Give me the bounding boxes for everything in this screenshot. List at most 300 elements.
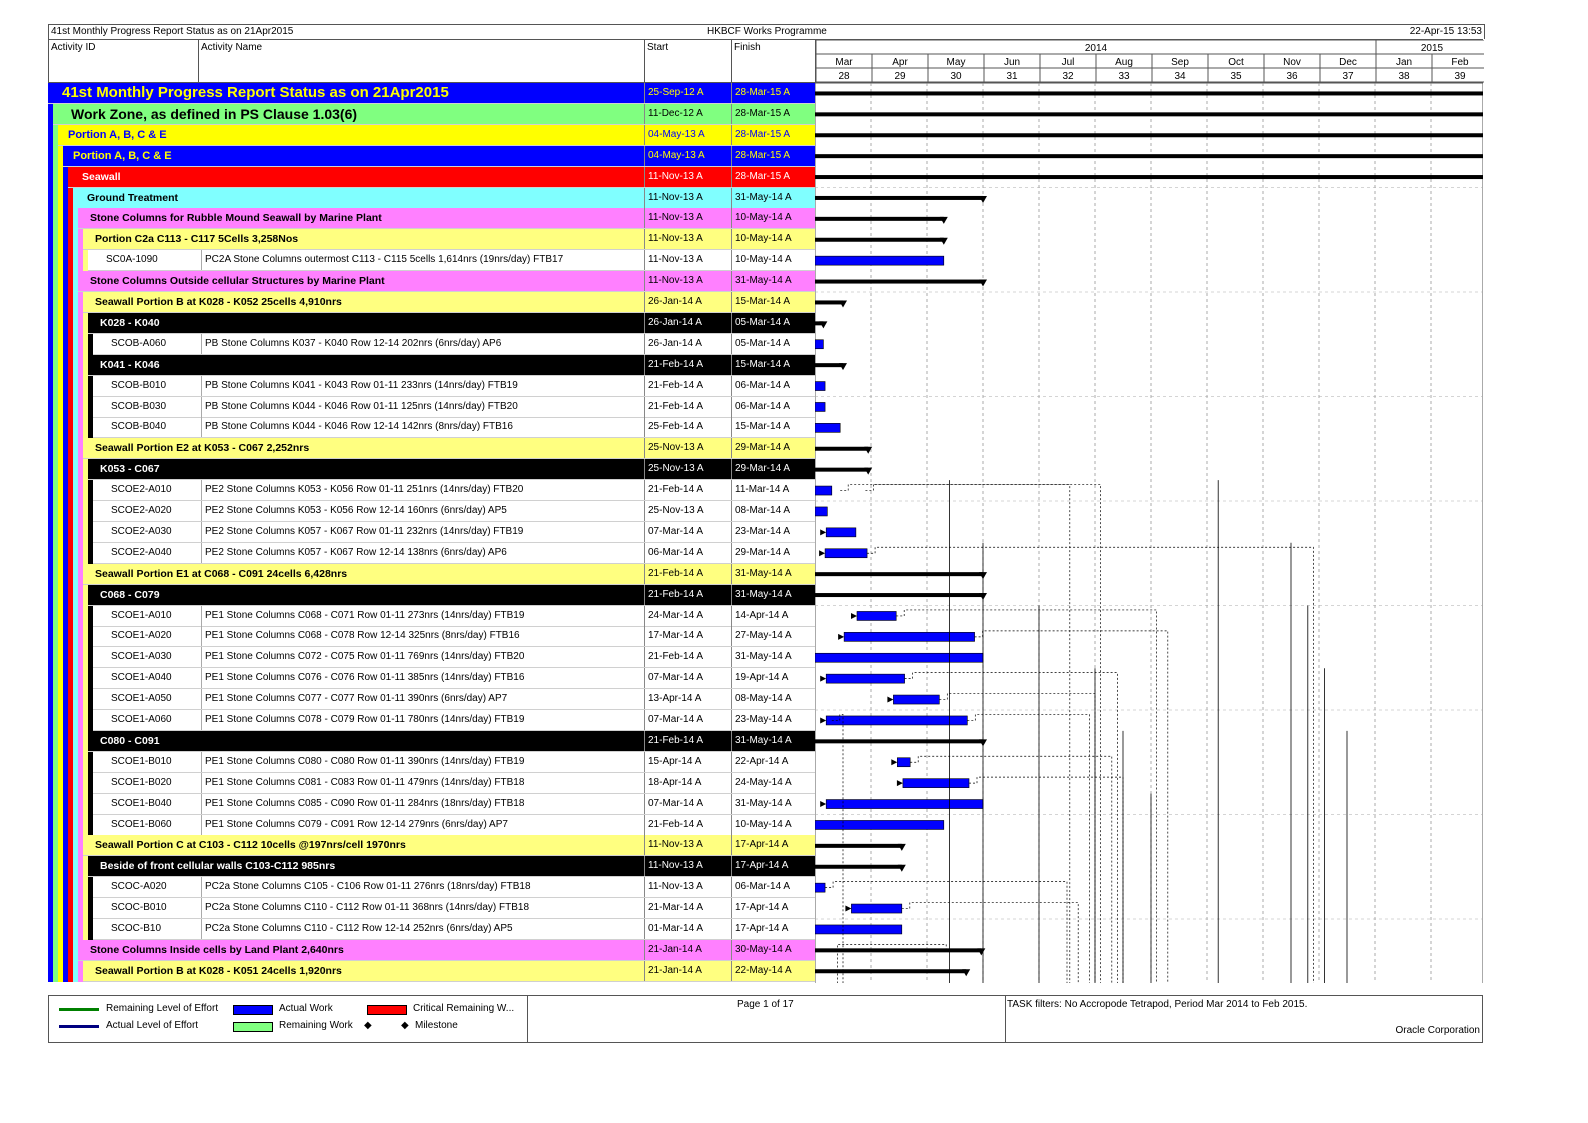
summary-bar bbox=[815, 948, 981, 952]
start-date: 04-May-13 A bbox=[644, 125, 730, 145]
activity-name: PC2a Stone Columns C110 - C112 Row 12-14 252nrs (6nrs/day) AP5 bbox=[201, 919, 513, 939]
indent-stripe bbox=[88, 689, 93, 710]
group-band bbox=[88, 459, 644, 479]
finish-date: 06-Mar-14 A bbox=[731, 877, 815, 897]
group-name: Portion C2a C113 - C117 5Cells 3,258Nos bbox=[95, 233, 299, 245]
print-timestamp: 22-Apr-15 13:53 bbox=[1409, 26, 1482, 37]
summary-bar bbox=[815, 865, 902, 869]
activity-row[interactable] bbox=[48, 689, 815, 710]
finish-date: 23-May-14 A bbox=[731, 710, 815, 730]
indent-stripe bbox=[88, 543, 93, 564]
group-row[interactable] bbox=[48, 104, 815, 125]
group-row[interactable] bbox=[48, 731, 815, 752]
activity-row[interactable] bbox=[48, 773, 815, 794]
actual-work-bar bbox=[851, 904, 901, 913]
indent-stripe bbox=[88, 626, 93, 647]
indent-stripe bbox=[88, 334, 93, 355]
group-row[interactable] bbox=[48, 188, 815, 209]
actual-work-bar bbox=[826, 674, 904, 683]
activity-id: SCOE1-A060 bbox=[111, 714, 172, 725]
activity-id: SCOB-B030 bbox=[111, 401, 167, 412]
legend-label: Remaining Work bbox=[279, 1020, 353, 1031]
group-row[interactable] bbox=[48, 856, 815, 877]
activity-id: SCOE1-B040 bbox=[111, 798, 172, 809]
actual-work-bar bbox=[826, 528, 856, 537]
activity-name: PB Stone Columns K041 - K043 Row 01-11 233nrs (14nrs/day) FTB19 bbox=[201, 376, 518, 396]
finish-date: 28-Mar-15 A bbox=[731, 167, 815, 187]
indent-stripe bbox=[88, 606, 93, 627]
finish-date: 17-Apr-14 A bbox=[731, 898, 815, 918]
group-name: Seawall Portion B at K028 - K052 25cells 4,910nrs bbox=[95, 296, 342, 308]
finish-date: 10-May-14 A bbox=[731, 250, 815, 270]
week-label: 35 bbox=[1230, 71, 1242, 82]
week-label: 38 bbox=[1398, 71, 1410, 82]
finish-date: 31-May-14 A bbox=[731, 794, 815, 814]
activity-row[interactable] bbox=[48, 480, 815, 501]
col-finish[interactable]: Finish bbox=[732, 40, 816, 82]
activity-name: PB Stone Columns K037 - K040 Row 12-14 202nrs (6nrs/day) AP6 bbox=[201, 334, 501, 354]
activity-id: SCOE1-B010 bbox=[111, 756, 172, 767]
finish-date: 10-May-14 A bbox=[731, 815, 815, 835]
group-row[interactable] bbox=[48, 208, 815, 229]
indent-stripe bbox=[88, 919, 93, 940]
start-date: 21-Feb-14 A bbox=[644, 731, 730, 751]
indent-stripe bbox=[88, 898, 93, 919]
actual-work-bar bbox=[815, 653, 983, 662]
finish-date: 30-May-14 A bbox=[731, 940, 815, 960]
finish-date: 28-Mar-15 A bbox=[731, 104, 815, 124]
start-date: 25-Nov-13 A bbox=[644, 438, 730, 458]
actual-work-bar bbox=[815, 883, 825, 892]
finish-date: 31-May-14 A bbox=[731, 647, 815, 667]
group-band bbox=[88, 585, 644, 605]
group-name: Work Zone, as defined in PS Clause 1.03(6) bbox=[71, 106, 358, 122]
activity-name: PE1 Stone Columns C072 - C075 Row 01-11 769nrs (14nrs/day) FTB20 bbox=[201, 647, 524, 667]
start-date: 25-Nov-13 A bbox=[644, 501, 730, 521]
activity-id: SCOE2-A010 bbox=[111, 484, 172, 495]
activity-name: PE1 Stone Columns C068 - C071 Row 01-11 273nrs (14nrs/day) FTB19 bbox=[201, 606, 524, 626]
page-number: Page 1 of 17 bbox=[737, 999, 794, 1010]
finish-date: 05-Mar-14 A bbox=[731, 313, 815, 333]
year-label: 2015 bbox=[1420, 43, 1444, 54]
group-row[interactable] bbox=[48, 271, 815, 292]
indent-stripe bbox=[88, 522, 93, 543]
finish-date: 28-Mar-15 A bbox=[731, 146, 815, 166]
year-label: 2014 bbox=[1084, 43, 1108, 54]
activity-row[interactable] bbox=[48, 250, 815, 271]
legend-panel bbox=[48, 995, 1483, 1043]
activity-id: SCOB-B040 bbox=[111, 421, 167, 432]
indent-stripe bbox=[88, 397, 93, 418]
week-label: 33 bbox=[1118, 71, 1130, 82]
actual-work-bar bbox=[825, 549, 867, 558]
group-row[interactable] bbox=[48, 961, 815, 982]
indent-stripe bbox=[88, 501, 93, 522]
summary-bar bbox=[815, 238, 944, 242]
week-label: 30 bbox=[950, 71, 962, 82]
activity-table bbox=[48, 83, 815, 983]
task-filters: TASK filters: No Accropode Tetrapod, Period Mar 2014 to Feb 2015. bbox=[1007, 999, 1308, 1010]
finish-date: 29-Mar-14 A bbox=[731, 459, 815, 479]
week-label: 31 bbox=[1006, 71, 1018, 82]
activity-name: PE1 Stone Columns C085 - C090 Row 01-11 284nrs (18nrs/day) FTB18 bbox=[201, 794, 524, 814]
month-label: Mar bbox=[835, 57, 853, 68]
start-date: 21-Feb-14 A bbox=[644, 564, 730, 584]
group-band bbox=[88, 731, 644, 751]
week-label: 28 bbox=[838, 71, 850, 82]
legend-divider bbox=[1005, 996, 1006, 1042]
finish-date: 29-Mar-14 A bbox=[731, 543, 815, 563]
activity-name: PE2 Stone Columns K053 - K056 Row 01-11 251nrs (14nrs/day) FTB20 bbox=[201, 480, 523, 500]
activity-row[interactable] bbox=[48, 334, 815, 355]
gantt-chart bbox=[815, 83, 1483, 983]
group-row[interactable] bbox=[48, 125, 815, 146]
start-date: 26-Jan-14 A bbox=[644, 292, 730, 312]
month-label: Feb bbox=[1451, 57, 1469, 68]
start-date: 06-Mar-14 A bbox=[644, 543, 730, 563]
summary-bar bbox=[815, 112, 1483, 116]
actual-work-bar bbox=[815, 507, 827, 516]
activity-name: PE1 Stone Columns C080 - C080 Row 01-11 390nrs (14nrs/day) FTB19 bbox=[201, 752, 524, 772]
finish-date: 31-May-14 A bbox=[731, 188, 815, 208]
week-label: 36 bbox=[1286, 71, 1298, 82]
start-date: 11-Nov-13 A bbox=[644, 271, 730, 291]
finish-date: 06-Mar-14 A bbox=[731, 397, 815, 417]
week-label: 32 bbox=[1062, 71, 1074, 82]
summary-bar bbox=[815, 468, 868, 472]
group-row[interactable] bbox=[48, 313, 815, 334]
start-date: 25-Feb-14 A bbox=[644, 417, 730, 437]
group-name: Stone Columns Inside cells by Land Plant 2,640nrs bbox=[90, 944, 344, 956]
finish-date: 08-Mar-14 A bbox=[731, 501, 815, 521]
month-label: Dec bbox=[1339, 57, 1357, 68]
summary-bar bbox=[815, 572, 983, 576]
summary-bar bbox=[815, 196, 983, 200]
activity-id: SCOE1-B060 bbox=[111, 819, 172, 830]
indent-stripe bbox=[83, 250, 88, 271]
finish-date: 06-Mar-14 A bbox=[731, 376, 815, 396]
month-label: Oct bbox=[1228, 57, 1244, 68]
group-row[interactable] bbox=[48, 940, 815, 961]
start-date: 21-Feb-14 A bbox=[644, 480, 730, 500]
activity-row[interactable] bbox=[48, 752, 815, 773]
month-label: Jul bbox=[1061, 57, 1075, 68]
finish-date: 29-Mar-14 A bbox=[731, 438, 815, 458]
group-name: Portion A, B, C & E bbox=[68, 129, 167, 141]
start-date: 21-Jan-14 A bbox=[644, 961, 730, 981]
group-row[interactable] bbox=[48, 835, 815, 856]
milestone-icon: ◆ bbox=[401, 1020, 409, 1031]
actual-work-bar bbox=[815, 423, 840, 432]
start-date: 11-Nov-13 A bbox=[644, 250, 730, 270]
finish-date: 28-Mar-15 A bbox=[731, 83, 815, 103]
group-name: Seawall Portion B at K028 - K051 24cells 1,920nrs bbox=[95, 965, 342, 977]
group-row[interactable] bbox=[48, 146, 815, 167]
start-date: 11-Nov-13 A bbox=[644, 167, 730, 187]
finish-date: 10-May-14 A bbox=[731, 208, 815, 228]
indent-stripe bbox=[88, 773, 93, 794]
month-label: Sep bbox=[1171, 57, 1189, 68]
start-date: 07-Mar-14 A bbox=[644, 668, 730, 688]
activity-name: PE1 Stone Columns C068 - C078 Row 12-14 325nrs (8nrs/day) FTB16 bbox=[201, 626, 520, 646]
start-date: 17-Mar-14 A bbox=[644, 626, 730, 646]
start-date: 07-Mar-14 A bbox=[644, 710, 730, 730]
finish-date: 15-Mar-14 A bbox=[731, 417, 815, 437]
activity-name: PC2a Stone Columns C105 - C106 Row 01-11 276nrs (18nrs/day) FTB18 bbox=[201, 877, 531, 897]
finish-date: 17-Apr-14 A bbox=[731, 856, 815, 876]
group-row[interactable] bbox=[48, 438, 815, 459]
start-date: 24-Mar-14 A bbox=[644, 606, 730, 626]
group-name: Stone Columns Outside cellular Structures by Marine Plant bbox=[90, 275, 385, 287]
summary-bar bbox=[815, 91, 1483, 95]
activity-row[interactable] bbox=[48, 397, 815, 418]
actual-work-bar bbox=[826, 800, 983, 809]
group-row[interactable] bbox=[48, 83, 815, 104]
group-row[interactable] bbox=[48, 355, 815, 376]
start-date: 18-Apr-14 A bbox=[644, 773, 730, 793]
start-date: 25-Sep-12 A bbox=[644, 83, 730, 103]
start-date: 21-Feb-14 A bbox=[644, 585, 730, 605]
column-header bbox=[48, 39, 1483, 83]
legend-swatch-actual-work bbox=[233, 1005, 273, 1015]
group-row[interactable] bbox=[48, 167, 815, 188]
activity-row[interactable] bbox=[48, 522, 815, 543]
group-name: C080 - C091 bbox=[100, 735, 160, 747]
start-date: 26-Jan-14 A bbox=[644, 334, 730, 354]
group-name: Seawall bbox=[82, 171, 121, 183]
indent-stripe bbox=[88, 480, 93, 501]
summary-bar bbox=[815, 175, 1483, 179]
activity-name: PC2a Stone Columns C110 - C112 Row 01-11 368nrs (14nrs/day) FTB18 bbox=[201, 898, 529, 918]
group-name: 41st Monthly Progress Report Status as on 21Apr2015 bbox=[62, 84, 449, 101]
indent-stripe bbox=[88, 794, 93, 815]
actual-work-bar bbox=[815, 340, 823, 349]
month-label: May bbox=[946, 57, 966, 68]
legend-label: Remaining Level of Effort bbox=[106, 1003, 219, 1014]
col-activity-id[interactable]: Activity ID bbox=[49, 40, 199, 82]
activity-id: SCOC-B10 bbox=[111, 923, 162, 934]
activity-id: SCOB-A060 bbox=[111, 338, 167, 349]
activity-row[interactable] bbox=[48, 376, 815, 397]
activity-name: PE1 Stone Columns C076 - C076 Row 01-11 385nrs (14nrs/day) FTB16 bbox=[201, 668, 524, 688]
legend-swatch-remaining-loe bbox=[59, 1008, 99, 1011]
legend-swatch-actual-loe bbox=[59, 1025, 99, 1028]
month-label: Jun bbox=[1003, 57, 1021, 68]
group-name: Seawall Portion C at C103 - C112 10cells @197nrs/cell 1970nrs bbox=[95, 839, 406, 851]
start-date: 01-Mar-14 A bbox=[644, 919, 730, 939]
group-name: Seawall Portion E2 at K053 - C067 2,252nrs bbox=[95, 442, 310, 454]
legend-label: Critical Remaining W... bbox=[413, 1003, 515, 1014]
activity-name: PE1 Stone Columns C077 - C077 Row 01-11 390nrs (6nrs/day) AP7 bbox=[201, 689, 507, 709]
finish-date: 24-May-14 A bbox=[731, 773, 815, 793]
legend-label: Actual Work bbox=[279, 1003, 333, 1014]
summary-bar bbox=[815, 447, 868, 451]
group-band bbox=[68, 167, 644, 187]
indent-stripe bbox=[88, 877, 93, 898]
actual-work-bar bbox=[815, 820, 944, 829]
group-row[interactable] bbox=[48, 564, 815, 585]
start-date: 11-Nov-13 A bbox=[644, 229, 730, 249]
finish-date: 31-May-14 A bbox=[731, 564, 815, 584]
activity-id: SCOC-A020 bbox=[111, 881, 167, 892]
finish-date: 27-May-14 A bbox=[731, 626, 815, 646]
indent-stripe bbox=[88, 647, 93, 668]
actual-work-bar bbox=[893, 695, 939, 704]
summary-bar bbox=[815, 300, 843, 304]
activity-row[interactable] bbox=[48, 647, 815, 668]
actual-work-bar bbox=[857, 611, 896, 620]
finish-date: 19-Apr-14 A bbox=[731, 668, 815, 688]
activity-name: PC2A Stone Columns outermost C113 - C115 5cells 1,614nrs (19nrs/day) FTB17 bbox=[201, 250, 563, 270]
report-top-bar bbox=[48, 24, 1485, 39]
programme-name: HKBCF Works Programme bbox=[707, 26, 827, 37]
indent-stripe bbox=[88, 376, 93, 397]
start-date: 11-Nov-13 A bbox=[644, 835, 730, 855]
legend-divider bbox=[527, 996, 528, 1042]
finish-date: 31-May-14 A bbox=[731, 271, 815, 291]
month-label: Jan bbox=[1395, 57, 1413, 68]
activity-row[interactable] bbox=[48, 668, 815, 689]
legend-swatch-critical bbox=[367, 1005, 407, 1015]
start-date: 21-Feb-14 A bbox=[644, 355, 730, 375]
activity-id: SCOE1-A010 bbox=[111, 610, 172, 621]
week-label: 39 bbox=[1454, 71, 1466, 82]
week-label: 37 bbox=[1342, 71, 1354, 82]
group-name: K053 - C067 bbox=[100, 463, 160, 475]
activity-name: PB Stone Columns K044 - K046 Row 01-11 125nrs (14nrs/day) FTB20 bbox=[201, 397, 518, 417]
activity-row[interactable] bbox=[48, 501, 815, 522]
activity-row[interactable] bbox=[48, 606, 815, 627]
start-date: 25-Nov-13 A bbox=[644, 459, 730, 479]
activity-id: SCOE1-A040 bbox=[111, 672, 172, 683]
actual-work-bar bbox=[815, 382, 825, 391]
actual-work-bar bbox=[826, 716, 967, 725]
activity-row[interactable] bbox=[48, 877, 815, 898]
activity-name: PE2 Stone Columns K053 - K056 Row 12-14 160nrs (6nrs/day) AP5 bbox=[201, 501, 507, 521]
group-name: Seawall Portion E1 at C068 - C091 24cells 6,428nrs bbox=[95, 568, 348, 580]
activity-id: SCOE1-A030 bbox=[111, 651, 172, 662]
finish-date: 17-Apr-14 A bbox=[731, 835, 815, 855]
activity-row[interactable] bbox=[48, 626, 815, 647]
start-date: 07-Mar-14 A bbox=[644, 794, 730, 814]
group-row[interactable] bbox=[48, 229, 815, 250]
finish-date: 15-Mar-14 A bbox=[731, 292, 815, 312]
activity-id: SCOE2-A030 bbox=[111, 526, 172, 537]
actual-work-bar bbox=[815, 402, 825, 411]
timeline-header bbox=[816, 40, 1484, 83]
activity-name: PB Stone Columns K044 - K046 Row 12-14 142nrs (8nrs/day) FTB16 bbox=[201, 417, 513, 437]
month-label: Aug bbox=[1115, 57, 1133, 68]
activity-row[interactable] bbox=[48, 898, 815, 919]
company-name: Oracle Corporation bbox=[1395, 1025, 1480, 1036]
group-band bbox=[88, 313, 644, 333]
group-name: Beside of front cellular walls C103-C112 985nrs bbox=[100, 860, 336, 872]
diamond-icon: ◆ bbox=[364, 1020, 372, 1031]
finish-date: 28-Mar-15 A bbox=[731, 125, 815, 145]
start-date: 07-Mar-14 A bbox=[644, 522, 730, 542]
legend-swatch-remaining-work bbox=[233, 1022, 273, 1032]
start-date: 21-Feb-14 A bbox=[644, 815, 730, 835]
activity-name: PE1 Stone Columns C081 - C083 Row 01-11 479nrs (14nrs/day) FTB18 bbox=[201, 773, 524, 793]
start-date: 13-Apr-14 A bbox=[644, 689, 730, 709]
activity-id: SCOE1-A050 bbox=[111, 693, 172, 704]
week-label: 29 bbox=[894, 71, 906, 82]
indent-stripe bbox=[88, 752, 93, 773]
activity-id: SCOE1-B020 bbox=[111, 777, 172, 788]
start-date: 21-Jan-14 A bbox=[644, 940, 730, 960]
start-date: 21-Feb-14 A bbox=[644, 376, 730, 396]
activity-row[interactable] bbox=[48, 417, 815, 438]
actual-work-bar bbox=[897, 758, 910, 767]
activity-row[interactable] bbox=[48, 815, 815, 836]
activity-row[interactable] bbox=[48, 919, 815, 940]
actual-work-bar bbox=[815, 486, 832, 495]
legend-label: Milestone bbox=[415, 1020, 458, 1031]
start-date: 21-Mar-14 A bbox=[644, 898, 730, 918]
start-date: 15-Apr-14 A bbox=[644, 752, 730, 772]
start-date: 11-Nov-13 A bbox=[644, 877, 730, 897]
group-row[interactable] bbox=[48, 292, 815, 313]
activity-id: SCOE1-A020 bbox=[111, 630, 172, 641]
start-date: 26-Jan-14 A bbox=[644, 313, 730, 333]
indent-stripe bbox=[88, 417, 93, 438]
col-activity-name[interactable]: Activity Name bbox=[199, 40, 645, 82]
summary-bar bbox=[815, 739, 983, 743]
month-label: Apr bbox=[892, 57, 908, 68]
activity-name: PE2 Stone Columns K057 - K067 Row 12-14 138nrs (6nrs/day) AP6 bbox=[201, 543, 507, 563]
indent-stripe bbox=[88, 710, 93, 731]
summary-bar bbox=[815, 280, 983, 284]
col-start[interactable]: Start bbox=[645, 40, 732, 82]
summary-bar bbox=[815, 154, 1483, 158]
activity-name: PE2 Stone Columns K057 - K067 Row 01-11 232nrs (14nrs/day) FTB19 bbox=[201, 522, 523, 542]
activity-row[interactable] bbox=[48, 543, 815, 564]
group-name: K041 - K046 bbox=[100, 359, 160, 371]
start-date: 21-Feb-14 A bbox=[644, 397, 730, 417]
activity-id: SCOE2-A040 bbox=[111, 547, 172, 558]
finish-date: 08-May-14 A bbox=[731, 689, 815, 709]
summary-bar bbox=[815, 844, 902, 848]
group-row[interactable] bbox=[48, 585, 815, 606]
start-date: 04-May-13 A bbox=[644, 146, 730, 166]
group-name: Portion A, B, C & E bbox=[73, 150, 172, 162]
group-row[interactable] bbox=[48, 459, 815, 480]
finish-date: 10-May-14 A bbox=[731, 229, 815, 249]
start-date: 21-Feb-14 A bbox=[644, 647, 730, 667]
activity-row[interactable] bbox=[48, 794, 815, 815]
finish-date: 11-Mar-14 A bbox=[731, 480, 815, 500]
summary-bar bbox=[815, 133, 1483, 137]
actual-work-bar bbox=[815, 256, 944, 265]
actual-work-bar bbox=[844, 632, 974, 641]
activity-row[interactable] bbox=[48, 710, 815, 731]
finish-date: 31-May-14 A bbox=[731, 585, 815, 605]
month-label: Nov bbox=[1283, 57, 1301, 68]
activity-name: PE1 Stone Columns C079 - C091 Row 12-14 279nrs (6nrs/day) AP7 bbox=[201, 815, 508, 835]
start-date: 11-Nov-13 A bbox=[644, 188, 730, 208]
summary-bar bbox=[815, 363, 843, 367]
actual-work-bar bbox=[903, 779, 969, 788]
start-date: 11-Dec-12 A bbox=[644, 104, 730, 124]
start-date: 11-Nov-13 A bbox=[644, 856, 730, 876]
activity-id: SC0A-1090 bbox=[106, 254, 158, 265]
finish-date: 14-Apr-14 A bbox=[731, 606, 815, 626]
activity-id: SCOC-B010 bbox=[111, 902, 167, 913]
activity-id: SCOE2-A020 bbox=[111, 505, 172, 516]
legend-label: Actual Level of Effort bbox=[106, 1020, 199, 1031]
group-name: K028 - K040 bbox=[100, 317, 160, 329]
group-name: Ground Treatment bbox=[87, 192, 179, 204]
